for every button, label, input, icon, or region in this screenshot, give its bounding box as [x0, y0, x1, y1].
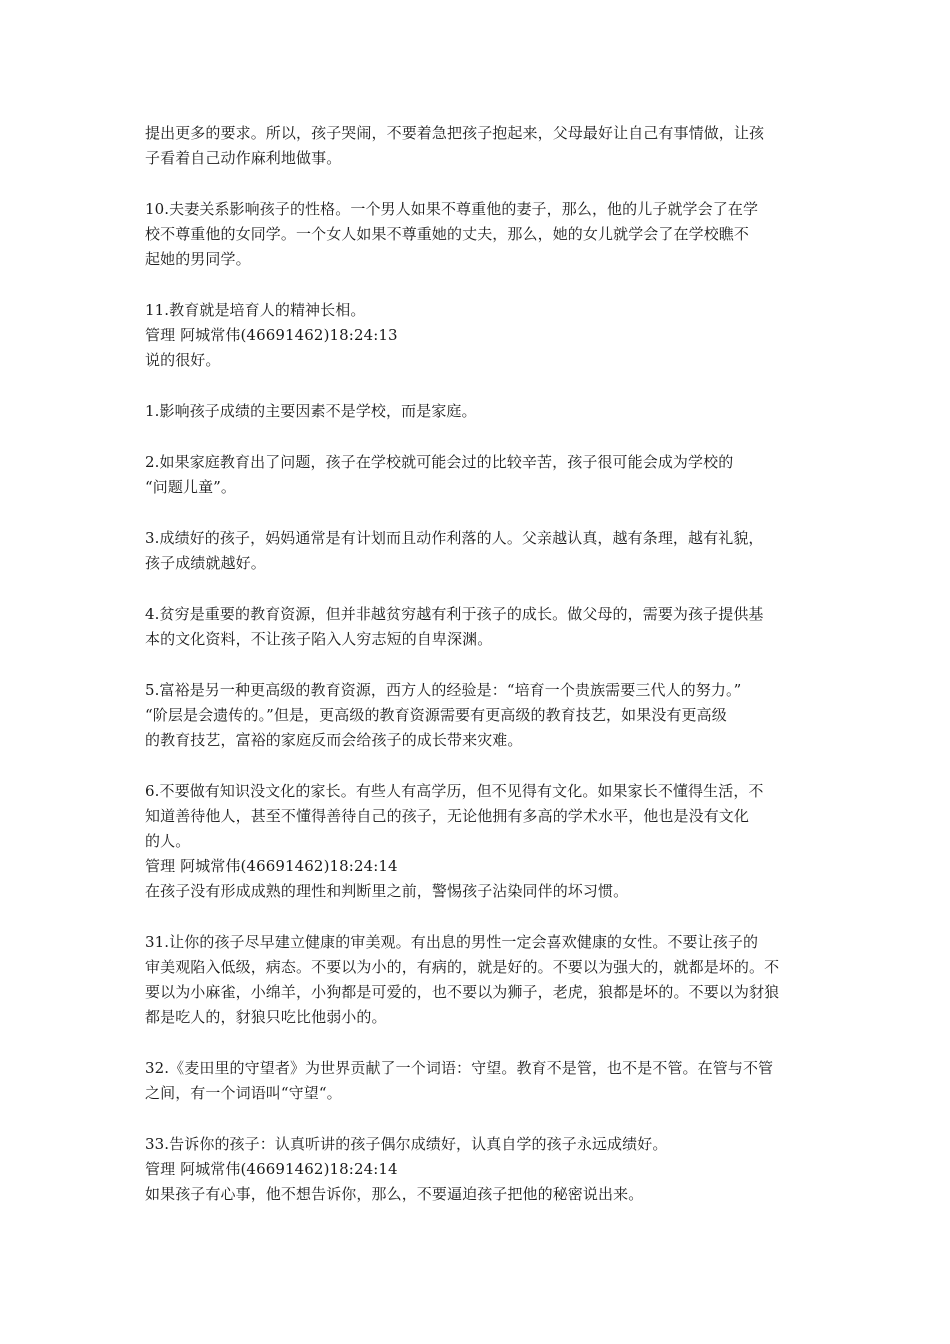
- chat-header: 管理 阿城常伟(46691462)18:24:14: [145, 857, 398, 875]
- text-line: 11.教育就是培育人的精神长相。: [145, 301, 366, 319]
- text-line: 要以为小麻雀，小绵羊，小狗都是可爱的，也不要以为狮子，老虎，狼都是坏的。不要以为豺狼: [145, 983, 780, 1001]
- text-line: 6.不要做有知识没文化的家长。有些人有高学历，但不见得有文化。如果家长不懂得生活，不: [145, 782, 764, 800]
- text-line: 都是吃人的，豺狼只吃比他弱小的。: [145, 1008, 387, 1026]
- paragraph: [145, 197, 815, 272]
- paragraph: [145, 526, 815, 576]
- text-line: 校不尊重他的女同学。一个女人如果不尊重她的丈夫，那么，她的女儿就学会了在学校瞧不: [145, 225, 750, 243]
- paragraph: [145, 678, 815, 753]
- text-line: 知道善待他人，甚至不懂得善待自己的孩子，无论他拥有多高的学术水平，他也是没有文化: [145, 807, 750, 825]
- chat-header: 管理 阿城常伟(46691462)18:24:13: [145, 326, 398, 344]
- text-line: 33.告诉你的孩子：认真听讲的孩子偶尔成绩好，认真自学的孩子永远成绩好。: [145, 1135, 668, 1153]
- text-line: 3.成绩好的孩子，妈妈通常是有计划而且动作利落的人。父亲越认真，越有条理，越有礼貌，: [145, 529, 764, 547]
- document-page: [145, 121, 815, 1207]
- text-line: 5.富裕是另一种更高级的教育资源，西方人的经验是：“培育一个贵族需要三代人的努力。”: [145, 681, 742, 699]
- text-line: 32.《麦田里的守望者》为世界贡献了一个词语：守望。教育不是管，也不是不管。在管与不管: [145, 1059, 774, 1077]
- text-line: 的教育技艺，富裕的家庭反而会给孩子的成长带来灾难。: [145, 731, 523, 749]
- text-line: 本的文化资料，不让孩子陷入人穷志短的自卑深渊。: [145, 630, 493, 648]
- paragraph: [145, 121, 815, 171]
- text-line: 孩子成绩就越好。: [145, 554, 266, 572]
- text-line: 起她的男同学。: [145, 250, 251, 268]
- text-line: 在孩子没有形成成熟的理性和判断里之前，警惕孩子沾染同伴的坏习惯。: [145, 882, 629, 900]
- text-line: 如果孩子有心事，他不想告诉你，那么，不要逼迫孩子把他的秘密说出来。: [145, 1185, 644, 1203]
- paragraph: [145, 930, 815, 1030]
- text-line: 子看着自己动作麻利地做事。: [145, 149, 342, 167]
- text-line: 2.如果家庭教育出了问题，孩子在学校就可能会过的比较辛苦，孩子很可能会成为学校的: [145, 453, 734, 471]
- text-line: 31.让你的孩子尽早建立健康的审美观。有出息的男性一定会喜欢健康的女性。不要让孩子的: [145, 933, 759, 951]
- paragraph: [145, 602, 815, 652]
- paragraph: [145, 298, 815, 373]
- text-line: 提出更多的要求。所以，孩子哭闹，不要着急把孩子抱起来，父母最好让自己有事情做，让孩: [145, 124, 765, 142]
- paragraph: [145, 1056, 815, 1106]
- text-line: 审美观陷入低级，病态。不要以为小的，有病的，就是好的。不要以为强大的，就都是坏的。不: [145, 958, 780, 976]
- text-line: 1.影响孩子成绩的主要因素不是学校，而是家庭。: [145, 402, 477, 420]
- paragraph: [145, 779, 815, 904]
- text-line: 的人。: [145, 832, 191, 850]
- paragraph: [145, 1132, 815, 1207]
- text-line: 10.夫妻关系影响孩子的性格。一个男人如果不尊重他的妻子，那么，他的儿子就学会了在学: [145, 200, 759, 218]
- text-line: 4.贫穷是重要的教育资源，但并非越贫穷越有利于孩子的成长。做父母的，需要为孩子提供基: [145, 605, 764, 623]
- text-line: 说的很好。: [145, 351, 221, 369]
- text-line: “问题儿童”。: [145, 478, 237, 496]
- text-line: 之间，有一个词语叫“守望“。: [145, 1084, 342, 1102]
- chat-header: 管理 阿城常伟(46691462)18:24:14: [145, 1160, 398, 1178]
- paragraph: [145, 399, 815, 424]
- text-line: “阶层是会遗传的。”但是，更高级的教育资源需要有更高级的教育技艺，如果没有更高级: [145, 706, 727, 724]
- paragraph: [145, 450, 815, 500]
